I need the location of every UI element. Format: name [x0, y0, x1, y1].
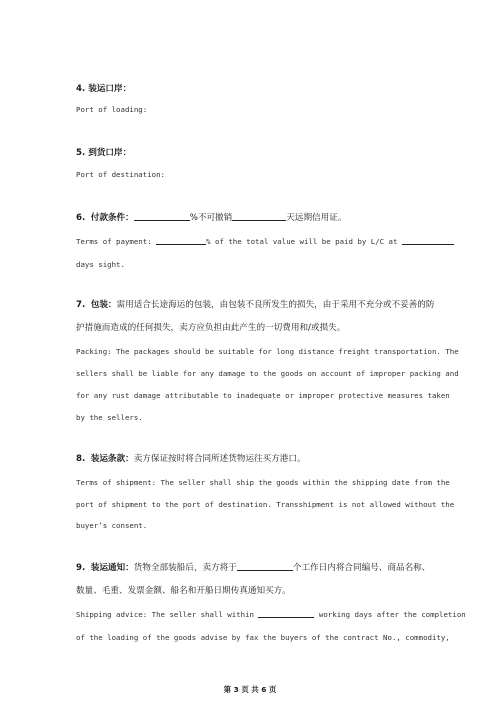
clause-5-heading: 5. 到货口岸：	[76, 148, 132, 158]
clause-8-english-line: port of shipment to the port of destination. Transshipment is not allowed without the	[76, 500, 455, 509]
clause-8-english-line: buyer’s consent.	[76, 521, 148, 530]
clause-7-chinese-line2: 护措施而造成的任何损失，卖方应负担由此产生的一切费用和/或损失。	[76, 323, 346, 333]
clause-7-english-line: for any rust damage attributable to inadequate or improper protective measures taken	[76, 391, 450, 400]
payment-percent-blank-en	[156, 235, 206, 245]
clause-9-chinese-line2: 数量、毛重、发票金额、船名和开船日期传真通知买方。	[76, 586, 291, 596]
clause-6-english: Terms of payment: % of the total value will be paid by L/C at	[76, 235, 454, 249]
clause-7-english-line: by the sellers.	[76, 413, 143, 422]
clause-4-english: Port of loading:	[76, 105, 148, 114]
clause-8-chinese: 8. 装运条款：卖方保证按时将合同所述货物运往买方港口。	[76, 454, 306, 464]
clause-5-english: Port of destination:	[76, 170, 165, 179]
clause-7-english-line: Packing: The packages should be suitable for long distance freight transportation. The	[76, 347, 459, 356]
payment-percent-blank	[134, 211, 190, 221]
clause-8-english-line: Terms of shipment: The seller shall ship the goods within the shipping date from the	[76, 478, 450, 487]
clause-9-chinese-line1: 9. 装运通知：货物全部装船后，卖方将于 个工作日内将合同编号、商品名称、	[76, 563, 431, 573]
clause-7-english-line: sellers shall be liable for any damage to the goods on account of improper packing and	[76, 369, 459, 378]
notice-days-blank-en	[258, 608, 314, 618]
page-footer: 第 3 页 共 6 页	[223, 685, 277, 694]
notice-days-blank	[237, 561, 293, 571]
lc-days-blank	[402, 235, 454, 245]
clause-6-chinese: 6. 付款条件： %不可撤销 天远期信用证。	[76, 213, 347, 223]
clause-4-heading: 4. 装运口岸：	[76, 84, 132, 94]
clause-9-english-line2: of the loading of the goods advise by fax the buyers of the contract No., commodity,	[76, 633, 450, 642]
clause-7-chinese-line1: 7. 包装：需用适合长途海运的包装，由包装不良所发生的损失，由于采用不充分或不妥善的防	[76, 300, 435, 310]
clause-9-english-line1: Shipping advice: The seller shall within working days after the completion	[76, 610, 466, 619]
clause-6-english-line2: days sight.	[76, 260, 125, 269]
payment-days-blank	[232, 211, 286, 221]
